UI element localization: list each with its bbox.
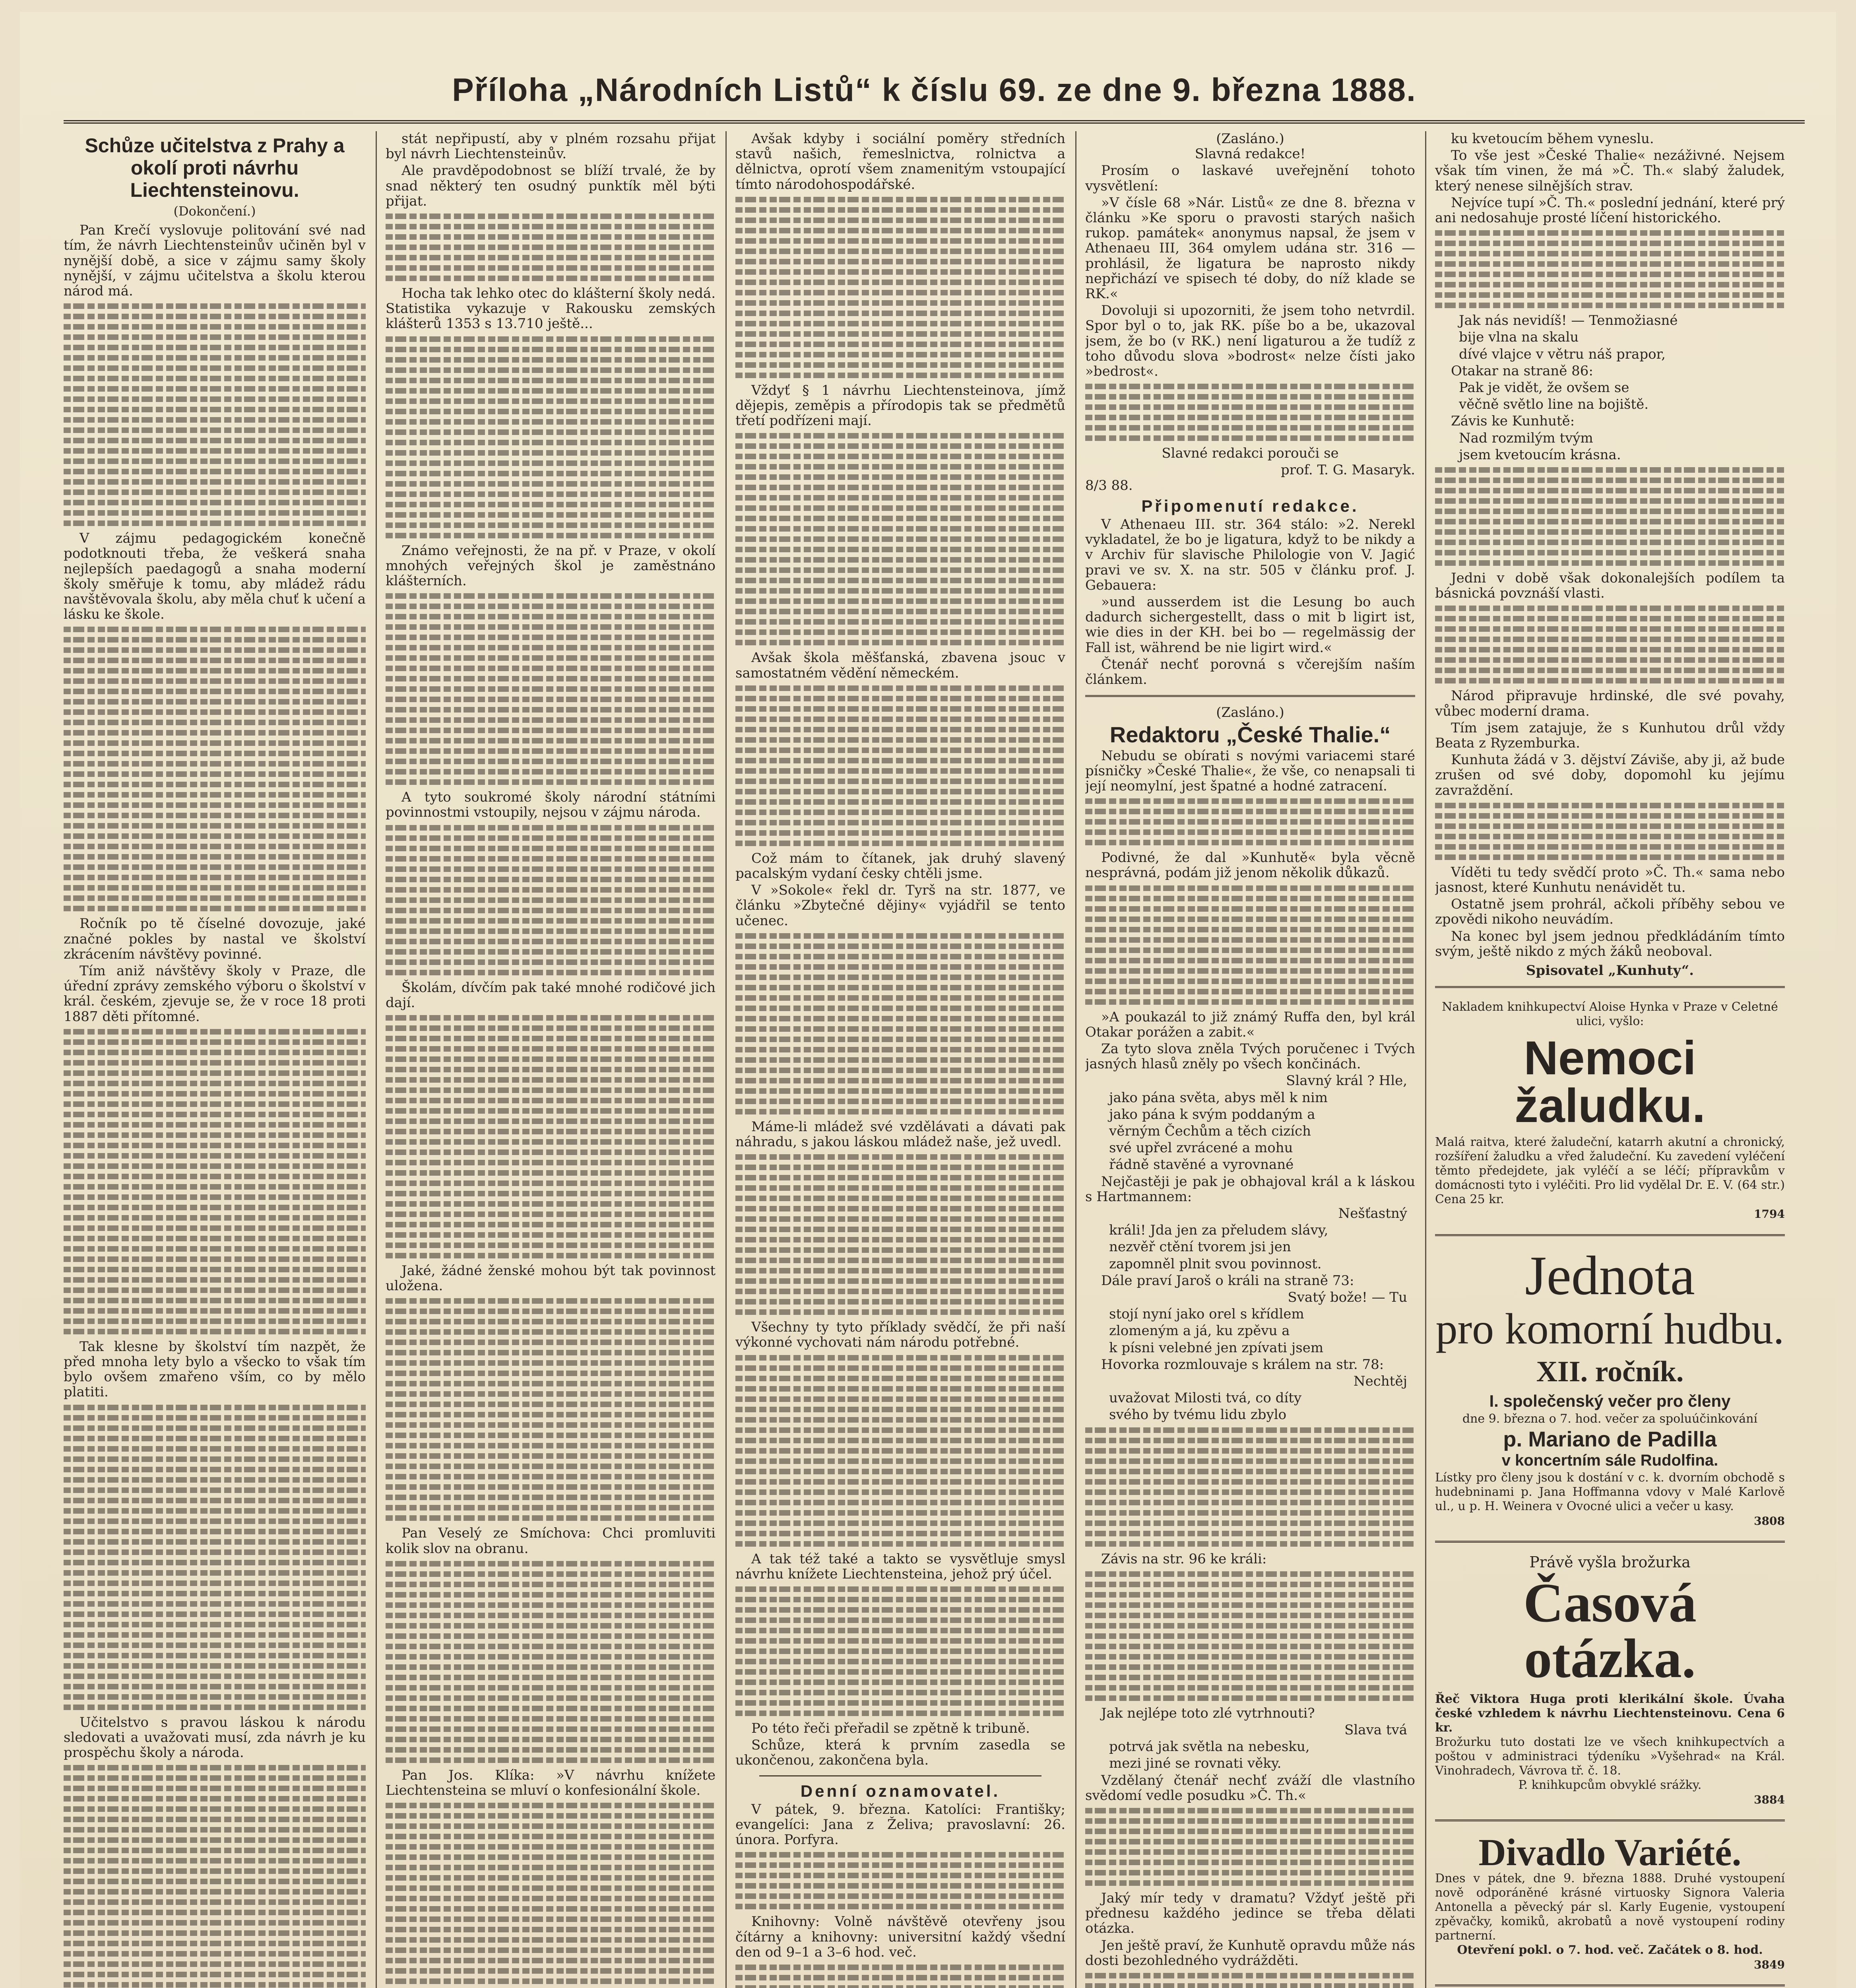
- text-lines: [64, 1405, 366, 1710]
- ad-note: P. knihkupcům obvyklé srážky.: [1518, 1778, 1702, 1792]
- text-lines: [386, 1015, 716, 1258]
- ad-publisher: Nakladem knihkupectví Aloise Hynka v Praze v Celetné ulici, vyšlo:: [1442, 1000, 1778, 1029]
- ad-title: Časová otázka.: [1523, 1572, 1697, 1689]
- verse-line: králi! Jda jen za přeludem slávy,: [1109, 1222, 1328, 1239]
- paragraph: »V čísle 68 »Nár. Listů« ze dne 8. března v článku »Ke sporu o pravosti starých našich rukop. památek« anonymus napsal, že jsem v Athenaeu III, 364 omylem udána str. 316 — prohlásil, že ligatura be naprosto nikdy nepřichází ve spisech té doby, do níž klade se RK.«: [1085, 194, 1415, 302]
- paragraph: Slavné redakci porouči se: [1162, 445, 1339, 462]
- paragraph: Hovorka rozmlouvaje s králem na str. 78:: [1101, 1356, 1384, 1373]
- verse-line: věčně světlo line na bojiště.: [1459, 396, 1649, 413]
- text-lines: [1085, 798, 1415, 845]
- ad-number: 3808: [1754, 1514, 1785, 1528]
- ad-text: Lístky pro členy jsou k dostání v c. k. dvorním obchodě s hudebninami p. Jana Hoffmanna vdovy v Malé Karlově ul., u p. H. Weinera v Ovocné ulici a večer u kasy.: [1435, 1470, 1785, 1513]
- verse-line: zapomněl plnit svou povinnost.: [1109, 1256, 1322, 1272]
- paragraph: Tak klesne by školství tím nazpět, že před mnoha lety bylo a všecko to však tím bylo ovšem zmařeno vším, co by mělo platiti.: [64, 1338, 366, 1400]
- verse-line: svého by tvému lidu zbylo: [1109, 1407, 1287, 1423]
- verse-line: jako pána světa, abys měl k nim: [1109, 1089, 1328, 1106]
- ad-line: dne 9. března o 7. hod. večer za spoluúčinkování: [1462, 1411, 1758, 1426]
- paragraph: Schůze, která k prvním zasedla se ukončenou, zakončena byla.: [735, 1737, 1065, 1769]
- text-lines: [64, 303, 366, 526]
- text-lines: [64, 627, 366, 911]
- paragraph: To vše jest »České Thalie« nezáživné. Nejsem však tím vinen, že má »Č. Th.« slabý žaludek, který nenese silnějších strav.: [1435, 148, 1785, 194]
- paragraph: Podivné, že dal »Kunhutě« byla věcně nesprávná, podám již jenom několik důkazů.: [1085, 850, 1415, 881]
- verse-line: mezi jiné se rovnati věky.: [1109, 1755, 1282, 1772]
- page-header: Příloha „Národních Listů“ k číslu 69. ze dne 9. března 1888.: [452, 72, 1416, 108]
- advertisement-variete: [1435, 1829, 1785, 1976]
- verse-line: zlomeným a já, ku zpěvu a: [1109, 1323, 1290, 1339]
- paragraph: Pan Krečí vyslovuje politování své nad tím, že návrh Liechtensteinův učiněn byl v nynější době, a sice v zájmu samy školy nynější, v zájmu učitelstva a školu kterou národ má.: [64, 222, 366, 299]
- paragraph: stát nepřipustí, aby v plném rozsahu přijat byl návrh Liechtensteinův.: [386, 131, 716, 162]
- ad-pretitle: Právě vyšla brožurka: [1529, 1553, 1691, 1571]
- paragraph: ku kvetoucím během vyneslu.: [1451, 131, 1654, 147]
- divider: [1435, 1819, 1785, 1821]
- verse-line: Nešťastný: [1338, 1205, 1407, 1221]
- text-lines: [64, 1765, 366, 1988]
- paragraph: Víděti tu tedy svědčí proto »Č. Th.« sama nebo jasnost, které Kunhutu nenávidět tu.: [1435, 864, 1785, 896]
- paragraph: Čtenář nechť porovná s včerejším naším článkem.: [1085, 656, 1415, 688]
- text-lines: [1085, 1808, 1415, 1886]
- paragraph: Jedni v době však dokonalejších podílem ta básnická povznáší vlasti.: [1435, 570, 1785, 602]
- divider: [1435, 1541, 1785, 1543]
- text-lines: [1085, 1427, 1415, 1547]
- ad-line: I. společenský večer pro členy: [1489, 1391, 1731, 1410]
- paragraph: Pan Veselý ze Smíchova: Chci promluviti kolik slov na obranu.: [386, 1525, 716, 1557]
- paragraph: Dále praví Jaroš o králi na straně 73:: [1101, 1272, 1354, 1289]
- paragraph: V »Sokole« řekl dr. Tyrš na str. 1877, ve článku »Zbytečné dějiny« vyjádřil se tento učenec.: [735, 882, 1065, 929]
- divider: [1435, 1234, 1785, 1236]
- paragraph: Jaké, žádné ženské mohou být tak povinnost uložena.: [386, 1263, 716, 1294]
- paragraph: Závis na str. 96 ke králi:: [1101, 1551, 1267, 1567]
- salutation: Slavná redakce!: [1195, 146, 1306, 162]
- paragraph: Učitelstvo s pravou láskou k národu sledovati a uvažovati musí, zda návrh je ku prospěchu školy a národa.: [64, 1714, 366, 1761]
- verse-line: dívé vlajce v větru náš prapor,: [1459, 346, 1666, 362]
- text-lines: [1085, 1973, 1415, 1988]
- text-lines: [386, 825, 716, 975]
- verse-line: Jak nás nevidíš! — Tenmožiasné: [1459, 313, 1678, 329]
- paragraph: Závis ke Kunhutě:: [1451, 413, 1575, 429]
- ad-title: pro komorní hudbu.: [1435, 1304, 1784, 1353]
- zaslano-label: (Zasláno.): [1216, 705, 1284, 721]
- text-lines: [735, 1355, 1065, 1547]
- paragraph: Nebudu se obírati s novými variacemi staré písničky »České Thalie«, že vše, co nenapsali ti její neomylní, jest špatné a hodné zatracení.: [1085, 747, 1415, 794]
- verse-line: stojí nyní jako orel s křídlem: [1109, 1306, 1304, 1322]
- paragraph: Jak nejlépe toto zlé vytrhnouti?: [1101, 1705, 1315, 1721]
- text-lines: [1085, 885, 1415, 1005]
- column-1: [64, 131, 366, 1988]
- text-lines: [735, 1965, 1065, 1988]
- paragraph: Což mám to čítanek, jak druhý slavený pacalským vydaní česky chtěli jsme.: [735, 850, 1065, 882]
- newspaper-page: [20, 12, 1836, 1988]
- verse-line: nezvěř ctění tvorem jsi jen: [1109, 1239, 1291, 1255]
- verse-line: bije vlna na skalu: [1459, 329, 1579, 346]
- paragraph: Prosím o laskavé uveřejnění tohoto vysvětlení:: [1085, 163, 1415, 194]
- paragraph: Tím aniž návštěvy školy v Praze, dle úřední zprávy zemského výboru o školství v král. českém, zjevuje se, že v roce 18 proti 1887 děti přítomné.: [64, 963, 366, 1025]
- paragraph: Jaký mír tedy v dramatu? Vždyť ještě při přednesu každého jedince se třeba dělati otázka.: [1085, 1890, 1415, 1937]
- paragraph: Avšak kdyby i sociální poměry středních stavů našich, řemeslnictva, rolnictva a dělnictva, oprotí všem znamenitým vstoupající tímto národohospodářské.: [735, 131, 1065, 192]
- ad-performer: p. Mariano de Padilla: [1503, 1427, 1717, 1451]
- column-rule: [376, 131, 377, 1988]
- paragraph: Po této řeči přeřadil se zpětně k tribuně.: [751, 1720, 1030, 1737]
- paragraph: Pan Jos. Klíka: »V návrhu knížete Liechtensteina se mluví o konfesionální škole.: [386, 1767, 716, 1799]
- column-5: [1435, 131, 1785, 1988]
- text-lines: [735, 685, 1065, 846]
- zaslano-label: (Zasláno.): [1216, 131, 1284, 147]
- advertisement-jednota: [1435, 1244, 1785, 1533]
- text-lines: [735, 1586, 1065, 1716]
- ad-title: Nemoci žaludku.: [1514, 1031, 1706, 1133]
- paragraph: Máme-li mládež své vzdělávati a dávati pak náhradu, s jakou láskou mládež naše, jež uvedl.: [735, 1118, 1065, 1150]
- ad-time: Otevření pokl. o 7. hod. več. Začátek o 8. hod.: [1457, 1943, 1763, 1957]
- paragraph: Na konec byl jsem jednou předkládáním tímto svým, ještě nikdo z mých žáků neoboval.: [1435, 928, 1785, 959]
- paragraph: Tím jsem zatajuje, že s Kunhutou drůl vždy Beata z Ryzemburka.: [1435, 720, 1785, 751]
- paragraph: V zájmu pedagogickém konečně podotknouti třeba, že veškerá snaha nejlepších paedagogů a snaha moderní školy směřuje k tomu, aby mládež rádu navštěvovala školu, aby měla chuť k učení a lásku ke škole.: [64, 530, 366, 623]
- paragraph: V Athenaeu III. str. 364 stálo: »2. Nerekl vykladatel, že bo je ligatura, když to be nikdy a v Archiv für slavische Philologie von V. Jagić pravi ve sv. X. na str. 505 v článku prof. J. Gebauera:: [1085, 516, 1415, 593]
- column-2: [386, 131, 716, 1988]
- column-rule: [1075, 131, 1076, 1988]
- verse-line: Nad rozmilým tvým: [1459, 430, 1593, 446]
- divider: [1435, 986, 1785, 988]
- article-heading: Schůze učitelstva z Prahy a okolí proti návrhu Liechtensteinovu.: [85, 134, 345, 201]
- paragraph: Známo veřejnosti, že na př. v Praze, v okolí mnohých veřejných škol je zaměstnáno klášterních.: [386, 542, 716, 589]
- article-heading: Redaktoru „České Thalie.“: [1109, 722, 1391, 747]
- paragraph: Jen ještě praví, že Kunhutě opravdu může nás dosti bezohledného vydrážděti.: [1085, 1937, 1415, 1969]
- text-lines: [386, 214, 716, 281]
- verse-line: Slavný král ? Hle,: [1286, 1073, 1407, 1089]
- ad-number: 3849: [1754, 1958, 1785, 1972]
- ad-text: Dnes v pátek, dne 9. března 1888. Druhé vystoupení nově odporáněné krásné virtuosky Signora Valeria Antonella a pěvecký pár sl. Karly Eugenie, vystoupení zpěvačky, komiků, akrobatů a nově vystoupení rodiny partnerní.: [1435, 1872, 1785, 1943]
- paragraph: Nejčastěji je pak je obhajoval král a k láskou s Hartmannem:: [1085, 1173, 1415, 1205]
- ad-title: Divadlo Variété.: [1478, 1831, 1742, 1874]
- paragraph: A tyto soukromé školy národní státními povinnostmi vstoupily, nejsou v zájmu národa.: [386, 789, 716, 821]
- divider: [1085, 695, 1415, 697]
- paragraph: Školám, dívčím pak také mnohé rodičové jich dají.: [386, 979, 716, 1011]
- divider: [759, 1775, 1041, 1776]
- paragraph: Všechny ty tyto příklady svědčí, že při naší výkonné vychovati nám národu potřebné.: [735, 1319, 1065, 1351]
- ad-number: 3884: [1754, 1793, 1785, 1806]
- advertisement-casova-otazka: [1435, 1551, 1785, 1811]
- column-4: [1085, 131, 1415, 1988]
- paragraph: Nejvíce tupí »Č. Th.« poslední jednání, které prý ani nedosahuje prosté líčení historického.: [1435, 194, 1785, 226]
- verse-line: řádně stavěné a vyrovnané: [1109, 1157, 1294, 1173]
- verse-line: své upřel zvrácené a mohu: [1109, 1140, 1293, 1156]
- ad-title: Jednota: [1525, 1244, 1695, 1307]
- header-rule: [64, 120, 1805, 124]
- verse-line: Nechtěj: [1353, 1373, 1407, 1389]
- verse-line: uvažovat Milosti tvá, co díty: [1109, 1390, 1302, 1406]
- article-subheading: (Dokončení.): [173, 204, 256, 219]
- verse-line: Slava tvá: [1344, 1722, 1407, 1738]
- text-lines: [1435, 467, 1785, 566]
- text-lines: [386, 1561, 716, 1763]
- text-lines: [1435, 803, 1785, 860]
- verse-line: potrvá jak světla na nebesku,: [1109, 1739, 1310, 1755]
- paragraph: »A poukazál to již známý Ruffa den, byl král Otakar porážen a zabit.«: [1085, 1009, 1415, 1040]
- text-lines: [64, 1029, 366, 1334]
- ad-text: Řeč Viktora Huga proti klerikální škole. Úvaha české vzhledem k návrhu Liechtensteinovu. Cena 6 kr.: [1435, 1692, 1785, 1735]
- text-lines: [386, 1298, 716, 1521]
- ad-number: 1794: [1754, 1208, 1785, 1221]
- verse-line: Svatý bože! — Tu: [1288, 1289, 1407, 1305]
- paragraph: Dovoluji si upozorniti, že jsem toho netvrdil. Spor byl o to, jak RK. píše bo a be, ukazoval jsem, že bo (v RK.) není ligaturou a že tudíž z toho důvodu slova »bodrost« nelze čísti jako »bedrost«.: [1085, 303, 1415, 380]
- text-lines: [735, 433, 1065, 645]
- paragraph: Ale pravděpodobnost se blíží trvalé, že by snad některý ten osudný punktík měl býti přijat.: [386, 163, 716, 209]
- paragraph: Vždyť § 1 návrhu Liechtensteinova, jímž dějepis, zeměpis a přírodopis tak se předmětů třetí podřízeni mají.: [735, 382, 1065, 429]
- signature: Spisovatel „Kunhuty“.: [1526, 963, 1694, 979]
- ad-subtitle: XII. ročník.: [1536, 1355, 1684, 1388]
- text-lines: [386, 1803, 716, 1984]
- section-title: Denní oznamovatel.: [800, 1781, 1001, 1800]
- ad-venue: v koncertním sále Rudolfina.: [1501, 1451, 1718, 1469]
- text-lines: [1435, 230, 1785, 308]
- paragraph: Knihovny: Volně návštěvě otevřeny jsou čítárny a knihovny: universitní každý všední den od 9–1 a 3–6 hod. več.: [735, 1914, 1065, 1960]
- divider: [1435, 1984, 1785, 1986]
- paragraph: Avšak škola měšťanská, zbavena jsouc v samostatném vědění německém.: [735, 650, 1065, 681]
- paragraph: Za tyto slova zněla Tvých poručenec i Tvých jasných hlasů zněly po všech končinách.: [1085, 1041, 1415, 1072]
- advertisement-nemoci: [1435, 996, 1785, 1226]
- paragraph: Kunhuta žádá v 3. dějství Záviše, aby ji, až bude zrušen od své doby, dopomohl ku jejímu zavraždění.: [1435, 752, 1785, 798]
- verse-line: jako pána k svým poddaným a: [1109, 1106, 1315, 1122]
- paragraph: V pátek, 9. března. Katolíci: Františky; evangelíci: Jana z Želiva; pravoslavní: 26. února. Porfyra.: [735, 1801, 1065, 1848]
- column-rule: [1425, 131, 1426, 1988]
- text-lines: [1085, 384, 1415, 441]
- verse-line: věrným Čechům a těch cizích: [1109, 1123, 1311, 1139]
- text-lines: [1085, 1571, 1415, 1701]
- paragraph: Národ připravuje hrdinské, dle své povahy, vůbec moderní drama.: [1435, 688, 1785, 719]
- paragraph: Hocha tak lehko otec do klášterní školy nedá. Statistika vykazuje v Rakousku zemských klášterů 1353 s 13.710 ještě...: [386, 285, 716, 332]
- paragraph: A tak též také a takto se vysvětluje smysl návrhu knížete Liechtensteina, jehož prý účel.: [735, 1551, 1065, 1582]
- signature: prof. T. G. Masaryk.: [1280, 462, 1415, 478]
- ad-text: Malá raitva, které žaludeční, katarrh akutní a chronický, rozšíření žaludku a vřed žaludeční. Ku zavedení vyléčení těmto předejdete, jak vyléčí a se léčí; přípravkům v domácnosti tyto i vyléčiti. Pro lid vydělal Dr. E. V. (64 str.) Cena 25 kr.: [1435, 1135, 1785, 1207]
- text-lines: [735, 933, 1065, 1114]
- text-lines: [386, 336, 716, 538]
- verse-line: k písni velebné jen zpívati jsem: [1109, 1340, 1324, 1356]
- text-lines: [386, 593, 716, 785]
- verse-line: Pak je vidět, že ovšem se: [1459, 380, 1629, 396]
- column-3: [735, 131, 1065, 1988]
- text-lines: [1435, 606, 1785, 683]
- section-title: Připomenutí redakce.: [1141, 496, 1359, 515]
- verse-line: jsem kvetoucím krásna.: [1459, 447, 1621, 463]
- ad-text: Brožurku tuto dostati lze ve všech knihkupectvích a poštou v administraci týdeníku »Vyšehrad« na Král. Vinohradech, Vávrova tř. č. 18.: [1435, 1735, 1785, 1778]
- paragraph: Vzdělaný čtenář nechť zváží dle vlastního svědomí vedle posudku »Č. Th.«: [1085, 1772, 1415, 1804]
- paragraph: Ostatně jsem prohrál, ačkoli příběhy sebou ve zpovědi nikoho neuvádím.: [1435, 896, 1785, 928]
- paragraph: »und ausserdem ist die Lesung bo auch dadurch sichergestellt, dass o mit b ligirt ist, wie dies in der KH. bei bo — regelmässig der Fall ist, während be nie ligirt wird.«: [1085, 594, 1415, 656]
- paragraph: Ročník po tě číselné dovozuje, jaké značné pokles by nastal ve školství zkrácením návštěvy povinné.: [64, 916, 366, 962]
- paragraph: Otakar na straně 86:: [1451, 363, 1593, 379]
- date: 8/3 88.: [1085, 477, 1133, 493]
- text-lines: [735, 1852, 1065, 1909]
- text-lines: [735, 197, 1065, 378]
- column-rule: [725, 131, 727, 1988]
- text-lines: [735, 1154, 1065, 1315]
